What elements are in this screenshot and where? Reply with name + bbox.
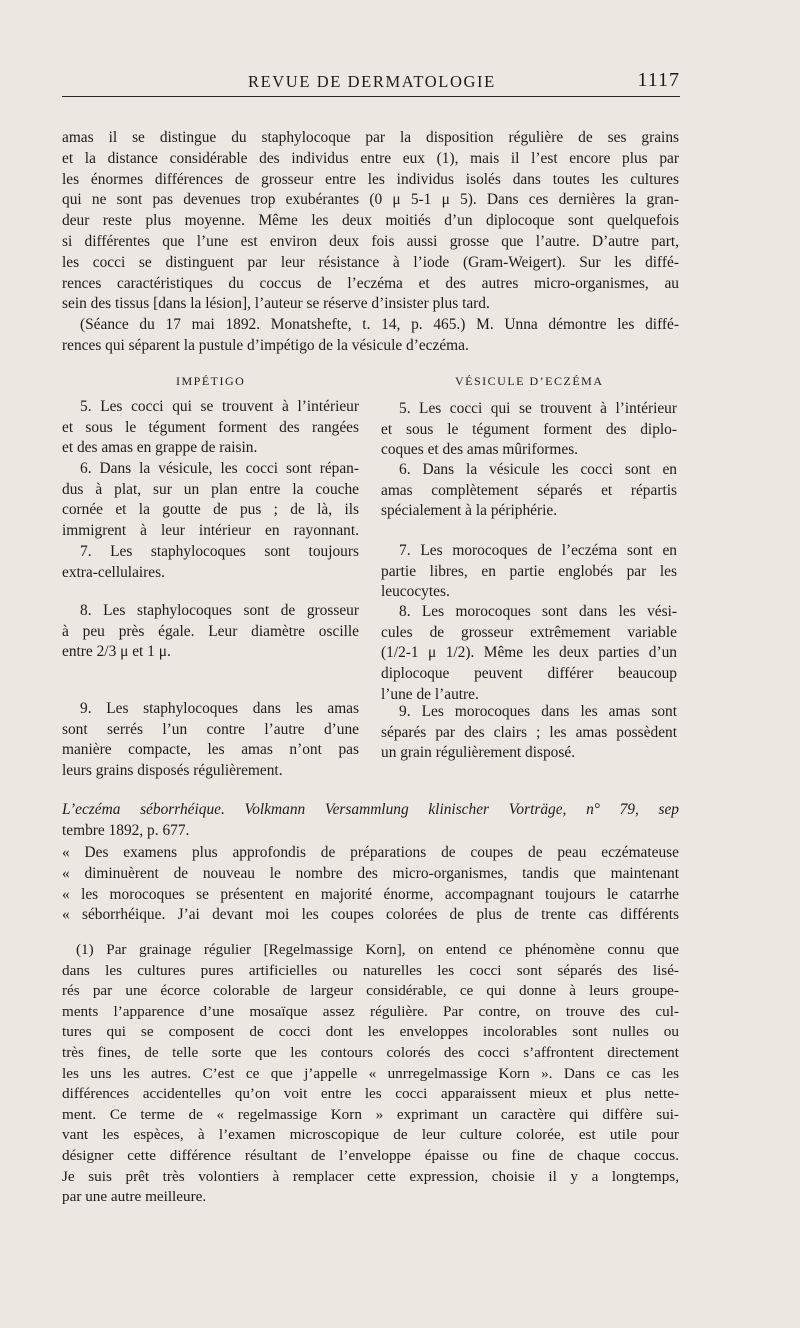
text-line: rés par une écorce colorable de largeur considérable, ce qui donne à leurs groupe- [62, 982, 679, 1000]
text-line: (1) Par grainage régulier [Regelmassige Korn], on entend ce phénomène connu que [76, 941, 679, 958]
text-line: les uns les autres. C’est ce que j’appelle « unrregelmassige Korn ». Dans ce cas les [62, 1064, 679, 1082]
text-line: sont serrés l’un contre l’autre d’une [62, 720, 359, 738]
text-line: différences accidentelles qu’on voit entre les cocci apparaissent mieux et plus nette- [62, 1085, 679, 1103]
text-line: L’eczéma séborrhéique. Volkmann Versammlung klinischer Vorträge, n° 79, sep [62, 801, 679, 818]
seance-paragraph [62, 315, 679, 357]
intro-paragraph [62, 128, 679, 315]
text-line: rences qui séparent la pustule d’impétigo de la vésicule d’eczéma. [62, 336, 469, 354]
left-column-heading: IMPÉTIGO [176, 374, 246, 388]
quote-paragraph [62, 843, 679, 926]
text-line: ments l’apparence d’une mosaïque assez régulière. Par contre, on trouve des cul- [62, 1002, 679, 1020]
text-line: Je suis prêt très volontiers à remplacer cette expression, choisie il y a longtemps, [62, 1167, 679, 1185]
text-line: si différentes que l’une est environ deux fois aussi grosse que l’autre. D’autre part, [62, 232, 679, 250]
right-column-item-6 [381, 460, 677, 522]
right-column-heading: VÉSICULE D’ECZÉMA [455, 374, 604, 388]
right-column-item-8 [381, 602, 677, 706]
left-column-item-6 [62, 459, 359, 542]
text-line: par une autre meilleure. [62, 1188, 207, 1206]
left-column-item-8 [62, 601, 359, 663]
text-line: très fines, de telle sorte que les contours colorés des cocci s’affrontent directement [62, 1043, 679, 1061]
text-line: immigrent à leur intérieur en rayonnant. [62, 522, 359, 540]
text-line: 8. Les staphylocoques sont de grosseur [80, 602, 359, 619]
text-line: 7. Les morocoques de l’eczéma sont en [399, 542, 677, 559]
text-line: 8. Les morocoques sont dans les vési- [399, 603, 677, 620]
text-line: entre 2/3 μ et 1 μ. [62, 643, 171, 661]
running-title: REVUE DE DERMATOLOGIE [248, 72, 496, 91]
right-column-item-7 [381, 541, 677, 603]
text-line: tures qui se composent de cocci dont les enveloppes incolorables sont nulles ou [62, 1023, 679, 1041]
footnote [62, 940, 679, 1208]
text-line: tembre 1892, p. 677. [62, 821, 190, 839]
text-line: et sous le tégument forment des rangées [62, 418, 359, 436]
text-line: 6. Dans la vésicule, les cocci sont répan- [80, 460, 359, 477]
text-line: séparés par des clairs ; les amas possèdent [381, 723, 677, 741]
text-line: l’une de l’autre. [381, 685, 479, 703]
text-line: amas complètement séparés et répartis [381, 481, 677, 499]
right-column-item-9 [381, 702, 677, 764]
text-line: « les morocoques se présentent en majorité énorme, accompagnant toujours le catarrhe [62, 885, 679, 903]
text-line: « Des examens plus approfondis de préparations de coupes de peau eczémateuse [62, 844, 679, 861]
text-line: sein des tissus [dans la lésion], l’auteur se réserve d’insister plus tard. [62, 295, 490, 313]
text-line: deur reste plus moyenne. Même les deux moitiés d’un diplocoque sont quelquefois [62, 212, 679, 230]
text-line: leucocytes. [381, 583, 450, 601]
text-line: et la distance considérable des individus entre eux (1), mais il l’est encore plus par [62, 149, 679, 167]
text-line: et des amas en grappe de raisin. [62, 439, 258, 457]
text-line: spécialement à la périphérie. [381, 502, 558, 520]
section-title [62, 800, 679, 842]
text-line: un grain régulièrement disposé. [381, 744, 576, 762]
text-line: 9. Les morocoques dans les amas sont [399, 703, 677, 720]
text-line: extra-cellulaires. [62, 563, 165, 581]
text-line: manière compacte, les amas n’ont pas [62, 741, 359, 759]
text-line: les énormes différences de grosseur entre les individus isolés dans toutes les cultures [62, 170, 679, 188]
text-line: 7. Les staphylocoques sont toujours [80, 543, 359, 560]
text-line: 5. Les cocci qui se trouvent à l’intérieur [399, 400, 677, 417]
text-line: cornée et la goutte de pus ; de là, ils [62, 501, 359, 519]
text-line: ment. Ce terme de « regelmassige Korn » exprimant un caractère qui diffère sui- [62, 1105, 679, 1123]
text-line: leurs grains disposés régulièrement. [62, 762, 283, 780]
right-column-item-5 [381, 399, 677, 461]
page-header [62, 70, 680, 97]
text-line: partie libres, en partie englobés par les [381, 562, 677, 580]
page-number: 1117 [637, 69, 680, 91]
left-column-item-7 [62, 542, 359, 583]
text-line: 6. Dans la vésicule les cocci sont en [399, 461, 677, 478]
text-line: amas il se distingue du staphylocoque par la disposition régulière de ses grains [62, 129, 679, 146]
text-line: rences caractéristiques du coccus de l’eczéma et des autres micro-organismes, au [62, 274, 679, 292]
text-line: désigner cette différence résultant de l’enveloppe épaisse ou fine de chaque coccus. [62, 1146, 679, 1164]
text-line: (Séance du 17 mai 1892. Monatshefte, t. 14, p. 465.) M. Unna démontre les diffé- [80, 316, 679, 333]
text-line: diplocoque peuvent différer beaucoup [381, 665, 677, 683]
text-line: les cocci se distinguent par leur résistance à l’iode (Gram-Weigert). Sur les diffé- [62, 253, 679, 271]
text-line: cules de grosseur extrêmement variable [381, 623, 677, 641]
text-line: dus à plat, sur un plan entre la couche [62, 480, 359, 498]
text-line: vant les espèces, à l’examen microscopique de leur culture colorée, est utile pour [62, 1126, 679, 1144]
text-line: 9. Les staphylocoques dans les amas [80, 700, 359, 717]
text-line: (1/2-1 μ 1/2). Même les deux parties d’un [381, 644, 677, 662]
text-line: et sous le tégument forment des diplo- [381, 420, 677, 438]
text-line: « séborrhéique. J’ai devant moi les coupes colorées de plus de trente cas différents [62, 906, 679, 924]
text-line: « diminuèrent de nouveau le nombre des micro-organismes, tandis que maintenant [62, 864, 679, 882]
text-line: coques et des amas mûriformes. [381, 441, 579, 459]
left-column-item-5 [62, 397, 359, 459]
text-line: 5. Les cocci qui se trouvent à l’intérieur [80, 398, 359, 415]
left-column-item-9 [62, 699, 359, 782]
text-line: qui ne sont pas devenues trop exubérantes (0 μ 5-1 μ 5). Dans ces dernières la gran- [62, 191, 679, 209]
text-line: dans les cultures pures artificielles ou naturelles les cocci sont séparés des lisé- [62, 961, 679, 979]
text-line: à peu près égale. Leur diamètre oscille [62, 622, 359, 640]
